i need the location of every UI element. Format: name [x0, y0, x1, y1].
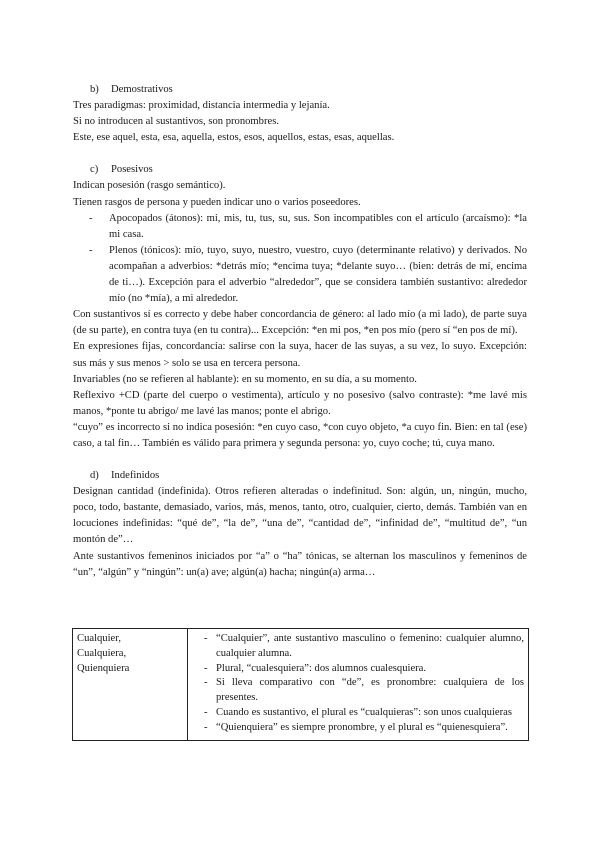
list-item: [73, 243, 527, 307]
text-line: Si no introducen al sustantivos, son pronombres.: [73, 116, 279, 128]
table-cell-terms: [73, 629, 188, 741]
table-cell-notes: [188, 629, 529, 741]
dash-marker: -: [204, 677, 208, 689]
section-marker: c): [90, 164, 99, 176]
paragraph: Designan cantidad (indefinida). Otros refieren alteradas o indefinitud. Son: algún, un, ningún, mucho, poco, todo, bastante, demasiado, varios, más, menos, tanto, otro, cualquier, cierto, demás. También van en locuciones indefinidas: “qué de”, “la de”, “una de”, “cantidad de”, “infinidad de”, “multitud de”, “un montón de”…: [73, 486, 527, 546]
section-heading-demostrativos: [73, 82, 527, 98]
list-item-text: Plural, “cualesquiera”: dos alumnos cualesquiera.: [216, 662, 427, 674]
list-item-text: Apocopados (átonos): mi, mis, tu, tus, su, sus. Son incompatibles con el artículo (arcaísmo): *la mi casa.: [109, 212, 527, 240]
list-item: [192, 676, 524, 706]
section-title: Demostrativos: [111, 84, 173, 95]
paragraph: Invariables (no se refieren al hablante): en su momento, en su día, a su momento.: [73, 373, 417, 385]
section-title: Posesivos: [111, 164, 153, 176]
table-row: [73, 629, 529, 741]
term: Cualquier,: [77, 633, 121, 644]
paragraph: En expresiones fijas, concordancia: salirse con la suya, hacer de las suyas, a su vez, lo suyo. Excepción: sus más y sus menos > solo se usa en tercera persona.: [73, 341, 527, 369]
list-item: [73, 211, 527, 243]
paragraph: “cuyo” es incorrecto si no indica posesión: *en cuyo caso, *con cuyo objeto, *a cuyo fin. Bien: en tal (ese) caso, a tal fin… También es válido para primera y segunda persona: yo, cuyo coche; tú, cuya mano.: [73, 421, 527, 449]
section-title: Indefinidos: [111, 470, 160, 482]
text-line: Indican posesión (rasgo semántico).: [73, 180, 226, 192]
list-item: [192, 662, 524, 677]
section-marker: d): [90, 470, 99, 482]
section-heading-indefinidos: [73, 468, 527, 484]
dash-marker: -: [204, 706, 208, 718]
list-item-text: “Quienquiera” es siempre pronombre, y el plural es “quienesquiera”.: [216, 721, 508, 733]
paragraph: Con sustantivos sí es correcto y debe haber concordancia de género: al lado mío (a mi lado), de parte suya (de su parte), en contra tuya (en tu contra)... Excepción: *en mi pos, *en pos mío (pero sí “en pos de mí).: [73, 309, 527, 337]
text-line: Este, ese aquel, esta, esa, aquella, estos, esos, aquellos, estas, esas, aquellas.: [73, 132, 395, 144]
list-item-text: “Cualquier”, ante sustantivo masculino o femenino: cualquier alumno, cualquier alumna.: [216, 633, 524, 659]
document-body: [73, 82, 527, 581]
section-heading-posesivos: [73, 162, 527, 178]
text-line: Tienen rasgos de persona y pueden indicar uno o varios poseedores.: [73, 196, 361, 208]
list-item: [192, 721, 524, 736]
list-item: [192, 706, 524, 721]
section-marker: b): [90, 84, 99, 95]
term: Cualquiera,: [77, 647, 127, 659]
list-item: [192, 632, 524, 662]
list-item-text: Plenos (tónicos): mío, tuyo, suyo, nuestro, vuestro, cuyo (determinante relativo) y derivados. No acompañan a adverbios: *detrás mío; *encima tuya; *delante suyo… (bien: detrás de mí, encima de ti…). Excepción para el adverbio “alrededor”, que se considera también sustantivo: alrededor mío (no *mía), a mi alrededor.: [109, 244, 527, 305]
dash-marker: -: [89, 212, 93, 224]
dash-marker: -: [204, 721, 208, 733]
dash-marker: -: [89, 244, 93, 256]
indefinidos-table: [72, 628, 529, 741]
term: Quienquiera: [77, 662, 130, 674]
paragraph: Reflexivo +CD (parte del cuerpo o vestimenta), artículo y no posesivo (salvo contraste): *me lavé mis manos, *ponte tu abrigo/ me lavé las manos; ponte el abrigo.: [73, 389, 527, 417]
dash-marker: -: [204, 633, 208, 644]
list-item-text: Si lleva comparativo con “de”, es pronombre: cualquiera de los presentes.: [216, 677, 524, 704]
text-line: Tres paradigmas: proximidad, distancia intermedia y lejanía.: [73, 100, 330, 112]
dash-marker: -: [204, 662, 208, 674]
list-item-text: Cuando es sustantivo, el plural es “cualquieras”: son unos cualquieras: [216, 706, 512, 718]
paragraph: Ante sustantivos femeninos iniciados por “a” o “ha” tónicas, se alternan los masculinos y femeninos de “un”, “algún” y “ningún”: un(a) ave; algún(a) hacha; ningún(a) arma…: [73, 550, 527, 578]
